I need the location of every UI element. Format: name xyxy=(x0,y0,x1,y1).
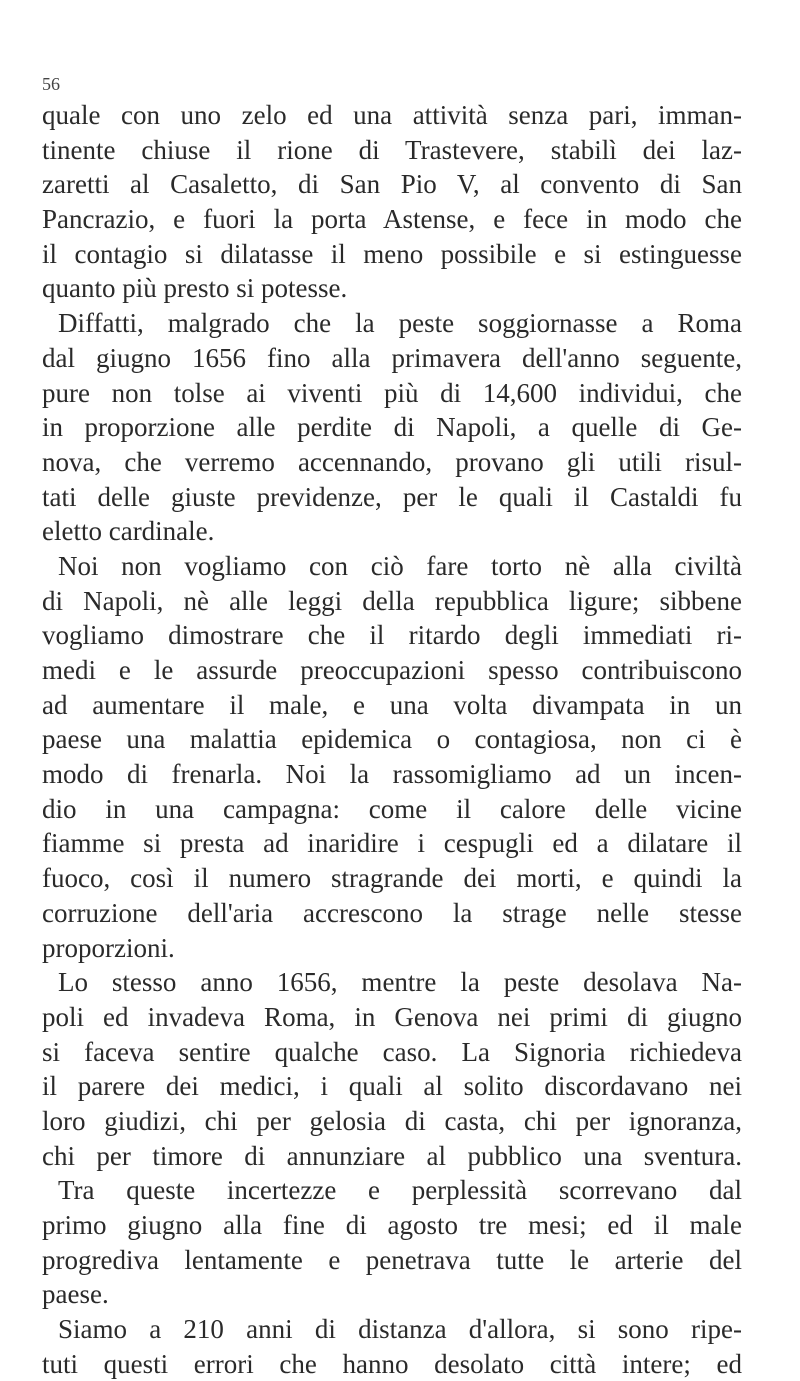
text-line: paese. xyxy=(42,1279,109,1310)
text-line: proporzioni. xyxy=(42,932,175,963)
text-line: ad aumentare il male, e una volta divampata in un xyxy=(42,689,742,720)
text-line: eletto cardinale. xyxy=(42,516,215,547)
text-line: Lo stesso anno 1656, mentre la peste desolava Na- xyxy=(58,967,742,998)
text-line: modo di frenarla. Noi la rassomigliamo ad un incen- xyxy=(42,759,742,790)
text-line: chi per timore di annunziare al pubblico una sventura. xyxy=(42,1140,742,1171)
text-line: fiamme si presta ad inaridire i cespugli ed a dilatare il xyxy=(42,828,742,859)
text-line: quanto più presto si potesse. xyxy=(42,273,348,304)
page-number: 56 xyxy=(42,74,60,94)
text-line: Siamo a 210 anni di distanza d'allora, si sono ripe- xyxy=(58,1314,742,1345)
body-text xyxy=(42,98,742,1381)
text-line: tati delle giuste previdenze, per le quali il Castaldi fu xyxy=(42,481,742,512)
text-line: dal giugno 1656 fino alla primavera dell'anno seguente, xyxy=(42,342,742,373)
text-line: tuti questi errori che hanno desolato città intere; ed xyxy=(42,1348,742,1379)
text-line: tinente chiuse il rione di Trastevere, stabilì dei laz- xyxy=(42,134,742,165)
text-line: di Napoli, nè alle leggi della repubblica ligure; sibbene xyxy=(42,585,742,616)
text-line: primo giugno alla fine di agosto tre mesi; ed il male xyxy=(42,1210,742,1240)
text-line: in proporzione alle perdite di Napoli, a quelle di Ge- xyxy=(42,412,742,443)
text-line: progrediva lentamente e penetrava tutte le arterie del xyxy=(42,1244,742,1275)
text-line: corruzione dell'aria accrescono la strage nelle stesse xyxy=(42,897,742,928)
text-line: loro giudizi, chi per gelosia di casta, chi per ignoranza, xyxy=(42,1105,742,1136)
text-line: si faceva sentire qualche caso. La Signoria richiedeva xyxy=(42,1036,742,1067)
text-line: paese una malattia epidemica o contagiosa, non ci è xyxy=(42,724,742,755)
text-line: Noi non vogliamo con ciò fare torto nè alla civiltà xyxy=(58,550,742,581)
text-line: il parere dei medici, i quali al solito discordavano nei xyxy=(42,1071,742,1102)
text-line: nova, che verremo accennando, provano gli utili risul- xyxy=(42,446,742,477)
text-line: vogliamo dimostrare che il ritardo degli immediati ri- xyxy=(42,620,742,651)
text-line: quale con uno zelo ed una attività senza pari, imman- xyxy=(42,100,742,130)
text-line: poli ed invadeva Roma, in Genova nei primi di giugno xyxy=(42,1001,742,1032)
text-line: medi e le assurde preoccupazioni spesso contribuiscono xyxy=(42,655,742,685)
text-line: zaretti al Casaletto, di San Pio V, al convento di San xyxy=(42,169,742,200)
text-line: il contagio si dilatasse il meno possibile e si estinguesse xyxy=(42,238,742,269)
text-line: dio in una campagna: come il calore delle vicine xyxy=(42,793,742,824)
text-line: pure non tolse ai viventi più di 14,600 individui, che xyxy=(42,377,742,408)
text-line: Diffatti, malgrado che la peste soggiornasse a Roma xyxy=(58,308,742,339)
text-line: Tra queste incertezze e perplessità scorrevano dal xyxy=(58,1175,742,1206)
text-line: fuoco, così il numero stragrande dei morti, e quindi la xyxy=(42,863,742,894)
text-line: Pancrazio, e fuori la porta Astense, e fece in modo che xyxy=(42,204,742,235)
